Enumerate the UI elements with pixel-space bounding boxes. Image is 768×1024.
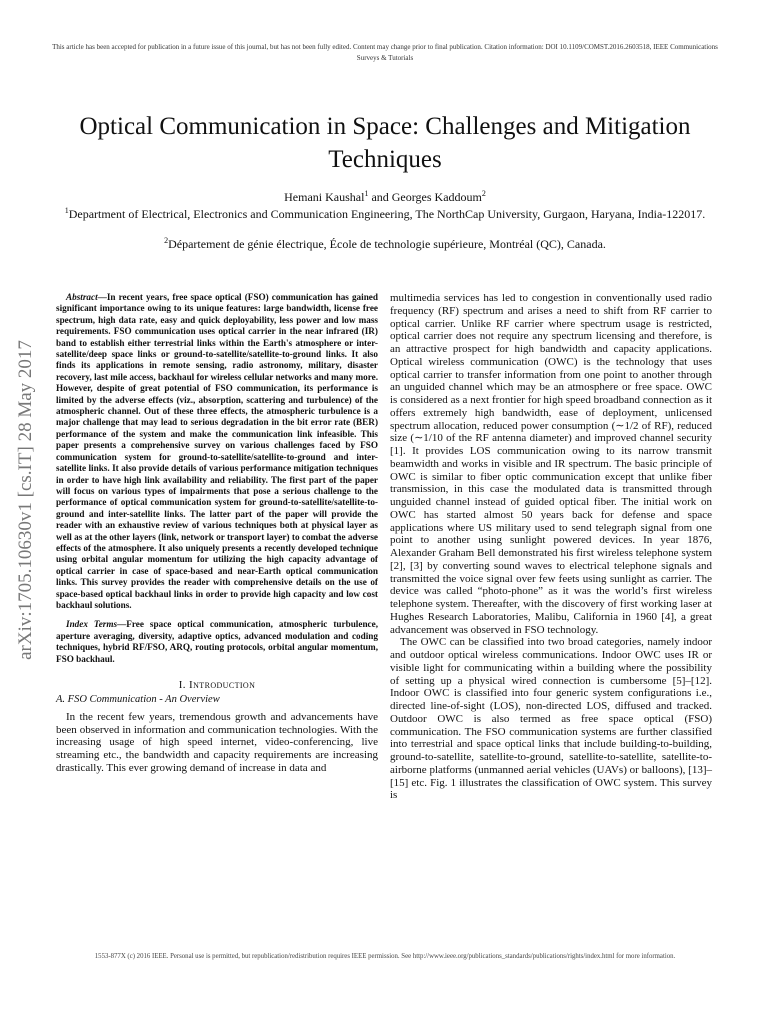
index-terms-lead: Index Terms [66, 619, 118, 630]
body-paragraph: In the recent few years, tremendous growth and advancements have been observed in information and communication technologies. With the increasing usage of high speed internet, video-conferencing, live streaming etc., the bandwidth and capacity requirements are increasing drastically. This ever growing demand of increase in data and [56, 710, 378, 774]
publication-notice: This article has been accepted for publication in a future issue of this journal, but has not been fully edited. Content may change prior to final publication. Citation information: DOI 10.1109/COMST.2016.2603518, IEEE Communications Surveys & Tutorials [52, 43, 718, 62]
abstract-text: —In recent years, free space optical (FSO) communication has gained significant importance owing to its unique features: large bandwidth, license free spectrum, high data rate, easy and quick deployability, less power and low mass requirements. FSO communication uses optical carrier in the near infrared (IR) band to establish either terrestrial links within the Earth's atmosphere or inter-satellite/deep space links or ground-to-satellite/satellite-to-ground links. It also finds its applications in remote sensing, radio astronomy, military, disaster recovery, last mile access, backhaul for wireless cellular networks and many more. However, despite of great potential of FSO communication, its performance is limited by the adverse effects (viz., absorption, scattering and turbulence) of the atmospheric channel. Out of these three effects, the atmospheric turbulence is a major challenge that may lead to serious degradation in the bit error rate (BER) performance of the system and make the communication link infeasible. This paper presents a comprehensive survey on various challenges faced by FSO communication system for ground-to-satellite/satellite-to-ground and inter-satellite links. It also provide details of various performance mitigation techniques in order to have high link availability and reliability. The first part of the paper will focus on various types of impairments that pose a serious challenge to the performance of optical communication system for ground-to-satellite/satellite-to-ground and inter-satellite links. The latter part of the paper will provide the reader with an exhaustive review of various techniques both at physical layer as well as at the other layers (link, network or transport layer) to combat the adverse effects of the atmosphere. It also uniquely presents a recently developed technique using orbital angular momentum for utilizing the high capacity advantage of optical carrier in case of space-based and near-Earth optical communication links. This survey provides the reader with comprehensive details on the use of space-based optical backhaul links in order to provide high capacity and low cost backhaul solutions. [56, 292, 378, 610]
left-column [56, 292, 378, 775]
right-column [390, 292, 712, 802]
abstract [56, 292, 378, 611]
affiliation-text: Department of Electrical, Electronics and Communication Engineering, The NorthCap University, Gurgaon, Haryana, India-122017. [68, 207, 706, 221]
subsection-heading: A. FSO Communication - An Overview [56, 694, 220, 706]
author-list [40, 190, 730, 205]
index-terms-text: —Free space optical communication, atmospheric turbulence, aperture averaging, diversity, adaptive optics, advanced modulation and coding techniques, hybrid RF/FSO, ARQ, routing protocols, orbital angular momentum, FSO backhaul. [56, 619, 379, 664]
abstract-lead: Abstract [66, 292, 98, 302]
paper-title: Optical Communication in Space: Challenges and Mitigation Techniques [79, 113, 691, 173]
affil-mark: 1 [64, 206, 69, 215]
author-affil-mark: 2 [481, 189, 486, 198]
author-name: Georges Kaddoum [391, 190, 482, 204]
affiliation-2 [40, 237, 730, 252]
copyright-footer: 1553-877X (c) 2016 IEEE. Personal use is permitted, but republication/redistribution requires IEEE permission. See http://www.ieee.org/publications_standards/publications/rights/index.html for more information. [94, 953, 676, 960]
arxiv-stamp [6, 290, 46, 710]
index-terms [56, 619, 378, 665]
author-separator: and [368, 190, 392, 204]
arxiv-stamp-text: arXiv:1705.10630v1 [cs.IT] 28 May 2017 [15, 340, 36, 660]
section-heading: I. Introduction [178, 679, 256, 691]
body-paragraph: The OWC can be classified into two broad categories, namely indoor and outdoor optical wireless communications. Indoor OWC uses IR or visible light for communicating within a building where the possibility of setting up a physical wired connection is cumbersome [5]–[12]. Indoor OWC is classified into four generic system configurations i.e., directed line-of-sight (LOS), non-directed LOS, diffused and tracked. Outdoor OWC is also termed as free space optical (FSO) communication. The FSO communication systems are further classified into terrestrial and space optical links that include building-to-building, ground-to-satellite, satellite-to-ground, satellite-to-satellite, satellite-to-airborne platforms (unmanned aerial vehicles (UAVs) or balloons), [13]–[15] etc. Fig. 1 illustrates the classification of OWC system. This survey is [390, 636, 712, 802]
author-name: Hemani Kaushal [284, 190, 365, 204]
affiliation-1 [40, 207, 730, 222]
body-paragraph: multimedia services has led to congestion in conventionally used radio frequency (RF) spectrum and arises a need to shift from RF carrier to optical carrier. Unlike RF carrier where spectrum usage is restricted, optical carrier does not require any spectrum licensing and therefore, is an attractive prospect for high bandwidth and capacity applications. Optical wireless communication (OWC) is the technology that uses optical carrier to transfer information from one point to another through an unguided channel which may be an atmosphere or free space. OWC is considered as a next frontier for high speed broadband connection as it offers extremely high bandwidth, ease of deployment, unlicensed spectrum allocation, reduced power consumption (∼1/2 of RF), reduced size (∼1/10 of the RF antenna diameter) and improved channel security [1]. It provides LOS communication owing to its narrow transmit beamwidth and works in visible and IR spectrum. The basic principle of OWC is similar to fiber optic communication except that unlike fiber transmission, in this case the modulated data is transmitted through unguided channel instead of guided optical fiber. The initial work on OWC has started almost 50 years back for defense and space applications where US military used to send telegraph signal from one point to another using sunlight powered devices. In year 1876, Alexander Graham Bell demonstrated his first wireless telephone system [2], [3] by converting sound waves to electrical telephone signals and transmitted the voice signal over few feets using sunlight as carrier. The device was called “photo-phone” as it was the world’s first wireless telephone system. Thereafter, with the discovery of first working laser at Hughes Research Laboratories, Malibu, California in 1960 [4], a great advancement was observed in FSO technology. [390, 292, 712, 636]
author-affil-mark: 1 [364, 189, 369, 198]
affil-mark: 2 [164, 236, 169, 245]
affiliation-text: Département de génie électrique, École de technologie supérieure, Montréal (QC), Canada. [168, 237, 606, 251]
